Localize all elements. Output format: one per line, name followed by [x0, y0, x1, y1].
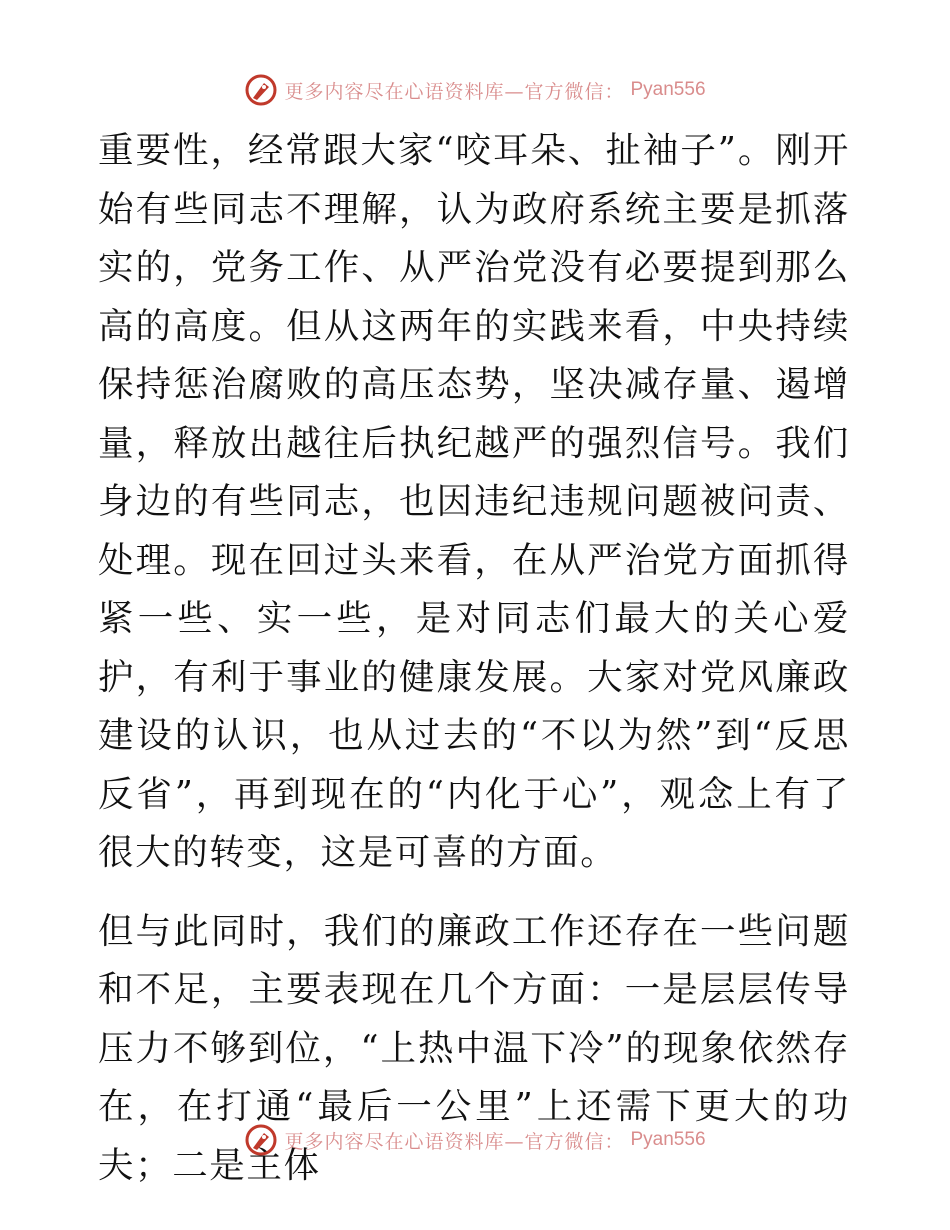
watermark-text: 更多内容尽在心语资料库—官方微信：: [284, 80, 625, 103]
watermark-handle: Pyan556: [630, 79, 706, 100]
pen-nib-logo-icon: [244, 73, 278, 107]
watermark-handle: Pyan556: [630, 1129, 706, 1150]
paragraph-2: 但与此同时，我们的廉政工作还存在一些问题和不足，主要表现在几个方面：一是层层传导压力不够到位，“上热中温下冷”的现象依然存在，在打通“最后一公里”上还需下更大的功夫；二是主体: [98, 910, 850, 1186]
header-watermark: [0, 70, 950, 110]
document-body: [98, 122, 850, 1195]
watermark-text: 更多内容尽在心语资料库—官方微信：: [284, 1130, 625, 1153]
footer-watermark: [0, 1120, 950, 1160]
paragraph-1: 重要性，经常跟大家“咬耳朵、扯袖子”。刚开始有些同志不理解，认为政府系统主要是抓落实的，党务工作、从严治党没有必要提到那么高的高度。但从这两年的实践来看，中央持续保持惩治腐败的高压态势，坚决减存量、遏增量，释放出越往后执纪越严的强烈信号。我们身边的有些同志，也因违纪违规问题被问责、处理。现在回过头来看，在从严治党方面抓得紧一些、实一些，是对同志们最大的关心爱护，有利于事业的健康发展。大家对党风廉政建设的认识，也从过去的“不以为然”到“反思反省”，再到现在的“内化于心”，观念上有了很大的转变，这是可喜的方面。: [98, 130, 850, 873]
pen-nib-logo-icon: [244, 1123, 278, 1157]
